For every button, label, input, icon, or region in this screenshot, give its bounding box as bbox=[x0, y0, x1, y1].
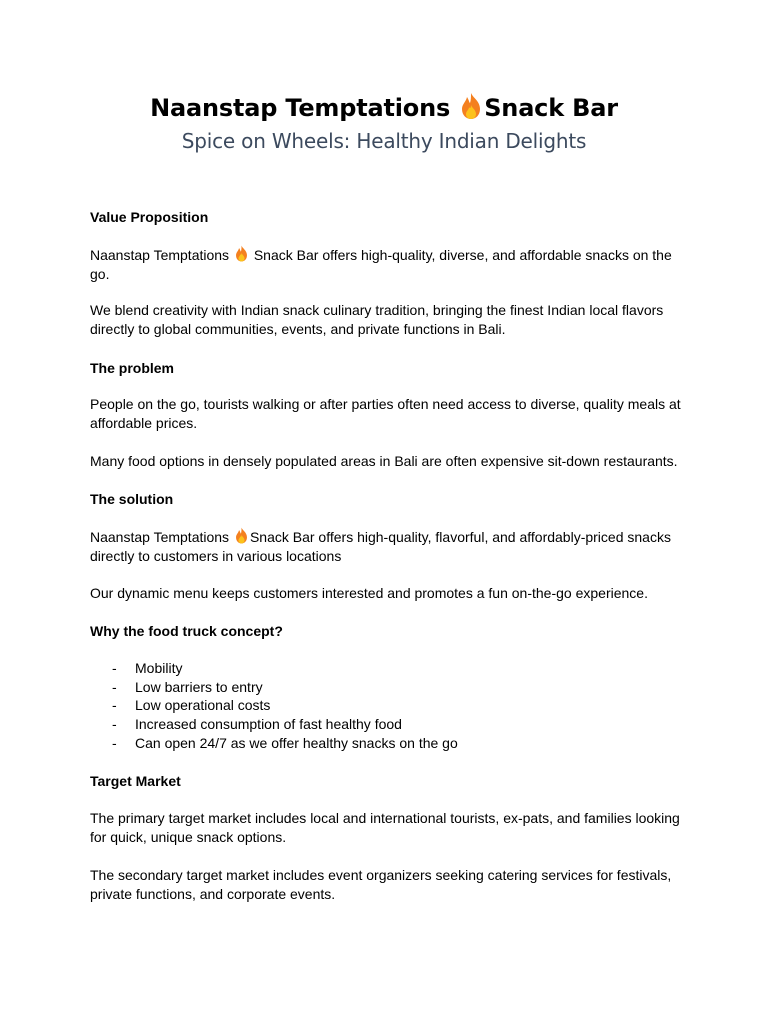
paragraph-solution-2: Our dynamic menu keeps customers interested and promotes a fun on-the-go experience. bbox=[90, 585, 648, 601]
paragraph-value-1: Naanstap Temptations Snack Bar offers high-quality, diverse, and affordable snacks on the go. bbox=[90, 247, 672, 282]
fire-icon bbox=[234, 245, 249, 262]
title-text-1: Naanstap Temptations bbox=[150, 94, 451, 122]
title-text-2: Snack Bar bbox=[484, 94, 618, 122]
fire-icon bbox=[234, 527, 249, 544]
fire-icon bbox=[459, 92, 483, 120]
paragraph-target-2: The secondary target market includes event organizers seeking catering services for festivals, private functions, and corporate events. bbox=[90, 867, 672, 902]
heading-problem: The problem bbox=[90, 360, 175, 376]
paragraph-value-2: We blend creativity with Indian snack culinary tradition, bringing the finest Indian local flavors directly to global communities, events, and private functions in Bali. bbox=[90, 302, 664, 337]
document-title bbox=[0, 91, 768, 125]
paragraph-problem-1: People on the go, tourists walking or after parties often need access to diverse, quality meals at affordable prices. bbox=[90, 396, 681, 431]
paragraph-target-1: The primary target market includes local and international tourists, ex-pats, and families looking for quick, unique snack options. bbox=[90, 810, 680, 845]
heading-solution: The solution bbox=[90, 491, 174, 507]
paragraph-solution-1: Naanstap Temptations Snack Bar offers high-quality, flavorful, and affordably-priced snacks directly to customers in various locations bbox=[90, 529, 671, 564]
paragraph-problem-2: Many food options in densely populated areas in Bali are often expensive sit-down restaurants. bbox=[90, 453, 678, 469]
heading-target-market: Target Market bbox=[90, 773, 181, 789]
heading-food-truck: Why the food truck concept? bbox=[90, 623, 283, 639]
heading-value-proposition: Value Proposition bbox=[90, 209, 209, 225]
document-subtitle: Spice on Wheels: Healthy Indian Delights bbox=[181, 129, 587, 153]
